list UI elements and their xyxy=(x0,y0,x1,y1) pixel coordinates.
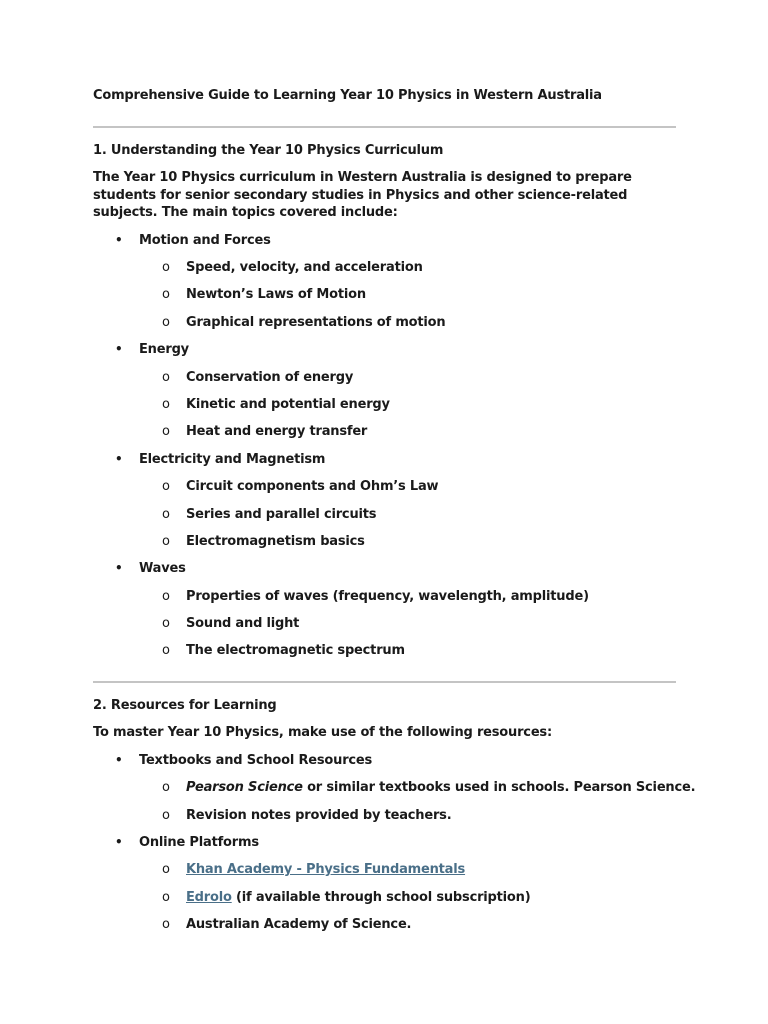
divider-1 xyxy=(93,126,676,128)
topic-item: Sound and light xyxy=(186,616,300,631)
sub-bullet-icon: o xyxy=(162,890,170,905)
topic-item: The electromagnetic spectrum xyxy=(186,643,405,658)
topic-item: Electromagnetism basics xyxy=(186,534,365,549)
sub-bullet-icon: o xyxy=(162,616,170,631)
sub-bullet-icon: o xyxy=(162,287,170,302)
resource-item xyxy=(186,779,695,796)
resource-group-label: Textbooks and School Resources xyxy=(139,753,373,768)
sub-bullet-icon: o xyxy=(162,862,170,877)
sub-bullet-icon: o xyxy=(162,780,170,795)
section-2-intro: To master Year 10 Physics, make use of the following resources: xyxy=(93,725,552,740)
sub-bullet-icon: o xyxy=(162,808,170,823)
topic-item: Properties of waves (frequency, wavelength, amplitude) xyxy=(186,589,589,604)
bullet-icon: • xyxy=(115,835,123,849)
khan-academy-link[interactable]: Khan Academy - Physics Fundamentals xyxy=(186,862,466,877)
topic-item: Speed, velocity, and acceleration xyxy=(186,260,423,275)
topic-item: Circuit components and Ohm’s Law xyxy=(186,479,439,494)
resource-item-text: or similar textbooks used in schools. Pearson Science. xyxy=(302,780,696,795)
topic-label: Electricity and Magnetism xyxy=(139,452,326,467)
resource-item-text: (if available through school subscription) xyxy=(231,890,531,905)
sub-bullet-icon: o xyxy=(162,424,170,439)
resource-item xyxy=(186,861,465,878)
bullet-icon: • xyxy=(115,342,123,356)
bullet-icon: • xyxy=(115,233,123,247)
resource-item: Australian Academy of Science. xyxy=(186,917,412,932)
resource-item: Revision notes provided by teachers. xyxy=(186,808,452,823)
topic-label: Motion and Forces xyxy=(139,233,271,248)
sub-bullet-icon: o xyxy=(162,479,170,494)
resource-item xyxy=(186,889,530,906)
topic-item: Kinetic and potential energy xyxy=(186,397,390,412)
sub-bullet-icon: o xyxy=(162,643,170,658)
sub-bullet-icon: o xyxy=(162,260,170,275)
sub-bullet-icon: o xyxy=(162,507,170,522)
bullet-icon: • xyxy=(115,561,123,575)
topic-label: Waves xyxy=(139,561,186,576)
sub-bullet-icon: o xyxy=(162,370,170,385)
section-1-intro: The Year 10 Physics curriculum in Western Australia is designed to prepare students for senior secondary studies in Physics and other science-related subjects. The main topics covered include: xyxy=(93,170,632,220)
section-1-heading: 1. Understanding the Year 10 Physics Curriculum xyxy=(93,143,444,158)
topic-item: Heat and energy transfer xyxy=(186,424,368,439)
divider-2 xyxy=(93,681,676,683)
topic-item: Graphical representations of motion xyxy=(186,315,446,330)
section-2-heading: 2. Resources for Learning xyxy=(93,698,277,713)
sub-bullet-icon: o xyxy=(162,917,170,932)
topic-item: Newton’s Laws of Motion xyxy=(186,287,366,302)
edrolo-link[interactable]: Edrolo xyxy=(186,890,232,905)
topic-item: Series and parallel circuits xyxy=(186,507,377,522)
topic-item: Conservation of energy xyxy=(186,370,354,385)
sub-bullet-icon: o xyxy=(162,589,170,604)
sub-bullet-icon: o xyxy=(162,534,170,549)
resource-group-label: Online Platforms xyxy=(139,835,259,850)
sub-bullet-icon: o xyxy=(162,397,170,412)
bullet-icon: • xyxy=(115,452,123,466)
bullet-icon: • xyxy=(115,753,123,767)
topic-label: Energy xyxy=(139,342,189,357)
book-title: Pearson Science xyxy=(186,780,303,795)
document-title: Comprehensive Guide to Learning Year 10 Physics in Western Australia xyxy=(93,88,602,103)
sub-bullet-icon: o xyxy=(162,315,170,330)
